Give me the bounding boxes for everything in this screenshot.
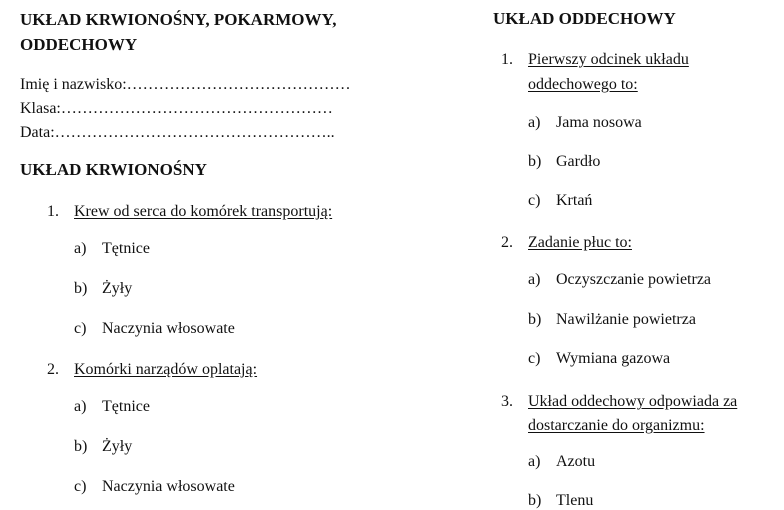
option-label: b) (528, 153, 542, 170)
option-text: Żyły (102, 280, 133, 297)
question-number: 1. (47, 203, 59, 220)
option-label: a) (528, 453, 541, 470)
option-text: Wymiana gazowa (556, 350, 671, 367)
worksheet-title-line-2: ODDECHOWY (20, 35, 138, 54)
question-text-line-1: Pierwszy odcinek układu (528, 51, 689, 68)
option-text: Krtań (556, 192, 593, 209)
question-text-line-2: oddechowego to: (528, 76, 638, 93)
question-number: 2. (501, 234, 513, 251)
option-text: Azotu (556, 453, 596, 470)
option-text: Tlenu (556, 492, 594, 509)
section-title-circulatory: UKŁAD KRWIONOŚNY (20, 160, 207, 179)
option-label: c) (74, 478, 87, 495)
option-label: b) (528, 492, 542, 509)
question-text-line-1: Układ oddechowy odpowiada za (528, 393, 738, 410)
option-text: Oczyszczanie powietrza (556, 271, 712, 288)
worksheet-title-line-1: UKŁAD KRWIONOŚNY, POKARMOWY, (20, 10, 337, 29)
option-label: c) (528, 350, 541, 367)
option-label: a) (74, 398, 87, 415)
question-number: 2. (47, 361, 59, 378)
date-field: Data:…………………………………………….. (20, 124, 335, 141)
option-label: a) (74, 240, 87, 257)
question-text: Krew od serca do komórek transportują: (74, 203, 333, 220)
question-number: 1. (501, 51, 513, 68)
section-title-respiratory: UKŁAD ODDECHOWY (493, 9, 676, 28)
option-label: b) (528, 311, 542, 328)
option-label: b) (74, 280, 88, 297)
class-field: Klasa:…………………………………………… (20, 100, 333, 117)
option-text: Naczynia włosowate (102, 478, 235, 495)
option-label: b) (74, 438, 88, 455)
name-field: Imię i nazwisko:…………………………………… (20, 76, 351, 93)
option-label: a) (528, 271, 541, 288)
option-text: Jama nosowa (556, 114, 642, 131)
option-text: Nawilżanie powietrza (556, 311, 696, 328)
option-text: Gardło (556, 153, 601, 170)
option-text: Tętnice (102, 398, 150, 415)
question-text-line-2: dostarczanie do organizmu: (528, 417, 705, 434)
option-text: Naczynia włosowate (102, 320, 235, 337)
question-text-line-1: Zadanie płuc to: (528, 234, 632, 251)
option-text: Żyły (102, 438, 133, 455)
question-text: Komórki narządów oplatają: (74, 361, 258, 378)
option-label: a) (528, 114, 541, 131)
option-text: Tętnice (102, 240, 150, 257)
option-label: c) (74, 320, 87, 337)
option-label: c) (528, 192, 541, 209)
question-number: 3. (501, 393, 513, 410)
